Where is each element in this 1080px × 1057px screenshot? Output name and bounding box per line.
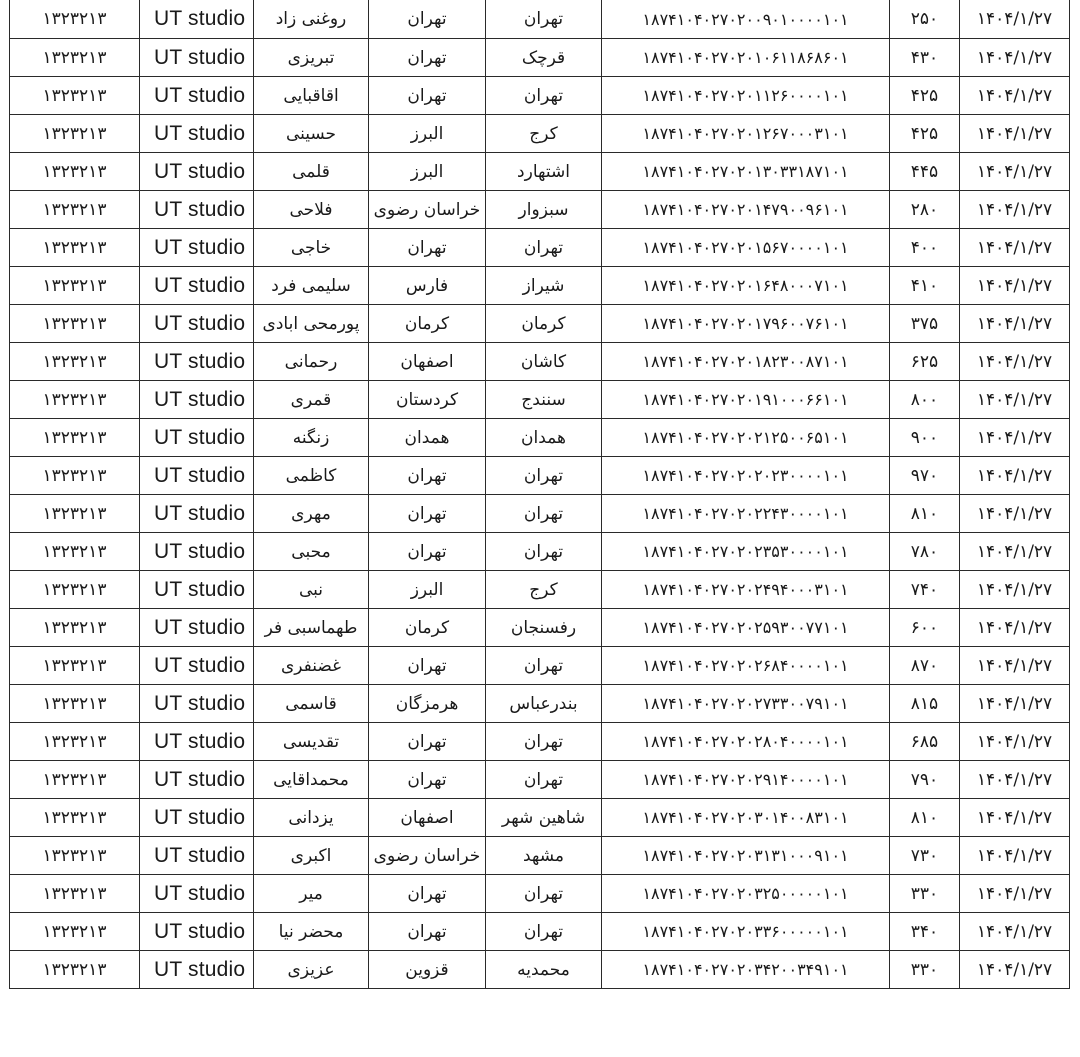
code-cell: ۱۳۲۳۲۱۳ bbox=[10, 0, 140, 39]
province-cell: کرمان bbox=[369, 305, 486, 343]
studio-cell: UT studio bbox=[140, 191, 254, 229]
customer-name-cell: خاجی bbox=[254, 229, 369, 267]
tracking-number-cell: ۱۸۷۴۱۰۴۰۲۷۰۲۰۳۴۲۰۰۳۴۹۱۰۱ bbox=[602, 951, 890, 989]
tracking-number-cell: ۱۸۷۴۱۰۴۰۲۷۰۲۰۲۴۹۴۰۰۰۳۱۰۱ bbox=[602, 571, 890, 609]
table-row bbox=[10, 875, 1070, 913]
province-cell: تهران bbox=[369, 533, 486, 571]
table-row bbox=[10, 419, 1070, 457]
date-cell: ۱۴۰۴/۱/۲۷ bbox=[960, 723, 1070, 761]
studio-cell: UT studio bbox=[140, 39, 254, 77]
tracking-number-cell: ۱۸۷۴۱۰۴۰۲۷۰۲۰۱۵۶۷۰۰۰۰۱۰۱ bbox=[602, 229, 890, 267]
code-cell: ۱۳۲۳۲۱۳ bbox=[10, 77, 140, 115]
date-cell: ۱۴۰۴/۱/۲۷ bbox=[960, 457, 1070, 495]
amount-cell: ۴۴۵ bbox=[890, 153, 960, 191]
code-cell: ۱۳۲۳۲۱۳ bbox=[10, 799, 140, 837]
date-cell: ۱۴۰۴/۱/۲۷ bbox=[960, 685, 1070, 723]
province-cell: خراسان رضوی bbox=[369, 837, 486, 875]
amount-cell: ۴۰۰ bbox=[890, 229, 960, 267]
code-cell: ۱۳۲۳۲۱۳ bbox=[10, 723, 140, 761]
table-row bbox=[10, 609, 1070, 647]
city-cell: همدان bbox=[486, 419, 602, 457]
province-cell: کردستان bbox=[369, 381, 486, 419]
studio-cell: UT studio bbox=[140, 305, 254, 343]
records-table bbox=[9, 0, 1070, 989]
amount-cell: ۴۲۵ bbox=[890, 115, 960, 153]
customer-name-cell: قاسمی bbox=[254, 685, 369, 723]
amount-cell: ۸۰۰ bbox=[890, 381, 960, 419]
records-table-body bbox=[10, 0, 1070, 989]
tracking-number-cell: ۱۸۷۴۱۰۴۰۲۷۰۲۰۱۰۶۱۱۸۶۸۶۰۱ bbox=[602, 39, 890, 77]
tracking-number-cell: ۱۸۷۴۱۰۴۰۲۷۰۲۰۲۷۳۳۰۰۷۹۱۰۱ bbox=[602, 685, 890, 723]
table-row bbox=[10, 381, 1070, 419]
table-row bbox=[10, 761, 1070, 799]
city-cell: تهران bbox=[486, 495, 602, 533]
city-cell: تهران bbox=[486, 229, 602, 267]
city-cell: تهران bbox=[486, 0, 602, 39]
province-cell: تهران bbox=[369, 229, 486, 267]
code-cell: ۱۳۲۳۲۱۳ bbox=[10, 267, 140, 305]
city-cell: کرج bbox=[486, 571, 602, 609]
code-cell: ۱۳۲۳۲۱۳ bbox=[10, 875, 140, 913]
customer-name-cell: میر bbox=[254, 875, 369, 913]
amount-cell: ۳۳۰ bbox=[890, 875, 960, 913]
customer-name-cell: پورمحی ابادی bbox=[254, 305, 369, 343]
code-cell: ۱۳۲۳۲۱۳ bbox=[10, 153, 140, 191]
code-cell: ۱۳۲۳۲۱۳ bbox=[10, 647, 140, 685]
date-cell: ۱۴۰۴/۱/۲۷ bbox=[960, 305, 1070, 343]
tracking-number-cell: ۱۸۷۴۱۰۴۰۲۷۰۲۰۲۶۸۴۰۰۰۰۱۰۱ bbox=[602, 647, 890, 685]
province-cell: تهران bbox=[369, 457, 486, 495]
city-cell: تهران bbox=[486, 457, 602, 495]
customer-name-cell: فلاحی bbox=[254, 191, 369, 229]
table-row bbox=[10, 913, 1070, 951]
table-row bbox=[10, 267, 1070, 305]
province-cell: اصفهان bbox=[369, 799, 486, 837]
code-cell: ۱۳۲۳۲۱۳ bbox=[10, 913, 140, 951]
city-cell: مشهد bbox=[486, 837, 602, 875]
city-cell: بندرعباس bbox=[486, 685, 602, 723]
province-cell: تهران bbox=[369, 39, 486, 77]
tracking-number-cell: ۱۸۷۴۱۰۴۰۲۷۰۲۰۱۸۲۳۰۰۸۷۱۰۱ bbox=[602, 343, 890, 381]
customer-name-cell: نبی bbox=[254, 571, 369, 609]
date-cell: ۱۴۰۴/۱/۲۷ bbox=[960, 609, 1070, 647]
customer-name-cell: عزیزی bbox=[254, 951, 369, 989]
city-cell: کرج bbox=[486, 115, 602, 153]
customer-name-cell: طهماسبی فر bbox=[254, 609, 369, 647]
studio-cell: UT studio bbox=[140, 381, 254, 419]
date-cell: ۱۴۰۴/۱/۲۷ bbox=[960, 495, 1070, 533]
province-cell: البرز bbox=[369, 153, 486, 191]
tracking-number-cell: ۱۸۷۴۱۰۴۰۲۷۰۲۰۱۶۴۸۰۰۰۷۱۰۱ bbox=[602, 267, 890, 305]
studio-cell: UT studio bbox=[140, 685, 254, 723]
table-row bbox=[10, 153, 1070, 191]
city-cell: سبزوار bbox=[486, 191, 602, 229]
amount-cell: ۷۳۰ bbox=[890, 837, 960, 875]
table-row bbox=[10, 305, 1070, 343]
code-cell: ۱۳۲۳۲۱۳ bbox=[10, 951, 140, 989]
amount-cell: ۲۵۰ bbox=[890, 0, 960, 39]
city-cell: کرمان bbox=[486, 305, 602, 343]
table-row bbox=[10, 837, 1070, 875]
customer-name-cell: تقدیسی bbox=[254, 723, 369, 761]
tracking-number-cell: ۱۸۷۴۱۰۴۰۲۷۰۲۰۱۱۲۶۰۰۰۰۱۰۱ bbox=[602, 77, 890, 115]
code-cell: ۱۳۲۳۲۱۳ bbox=[10, 571, 140, 609]
studio-cell: UT studio bbox=[140, 913, 254, 951]
province-cell: هرمزگان bbox=[369, 685, 486, 723]
amount-cell: ۲۸۰ bbox=[890, 191, 960, 229]
province-cell: خراسان رضوی bbox=[369, 191, 486, 229]
table-row bbox=[10, 685, 1070, 723]
tracking-number-cell: ۱۸۷۴۱۰۴۰۲۷۰۲۰۱۴۷۹۰۰۹۶۱۰۱ bbox=[602, 191, 890, 229]
amount-cell: ۷۴۰ bbox=[890, 571, 960, 609]
date-cell: ۱۴۰۴/۱/۲۷ bbox=[960, 799, 1070, 837]
date-cell: ۱۴۰۴/۱/۲۷ bbox=[960, 647, 1070, 685]
table-row bbox=[10, 191, 1070, 229]
date-cell: ۱۴۰۴/۱/۲۷ bbox=[960, 875, 1070, 913]
city-cell: شاهین شهر bbox=[486, 799, 602, 837]
city-cell: اشتهارد bbox=[486, 153, 602, 191]
tracking-number-cell: ۱۸۷۴۱۰۴۰۲۷۰۲۰۳۳۶۰۰۰۰۰۱۰۱ bbox=[602, 913, 890, 951]
table-row bbox=[10, 951, 1070, 989]
amount-cell: ۸۱۵ bbox=[890, 685, 960, 723]
amount-cell: ۷۸۰ bbox=[890, 533, 960, 571]
studio-cell: UT studio bbox=[140, 571, 254, 609]
province-cell: تهران bbox=[369, 0, 486, 39]
tracking-number-cell: ۱۸۷۴۱۰۴۰۲۷۰۲۰۱۳۰۳۳۱۸۷۱۰۱ bbox=[602, 153, 890, 191]
amount-cell: ۸۷۰ bbox=[890, 647, 960, 685]
studio-cell: UT studio bbox=[140, 875, 254, 913]
amount-cell: ۷۹۰ bbox=[890, 761, 960, 799]
amount-cell: ۹۷۰ bbox=[890, 457, 960, 495]
province-cell: تهران bbox=[369, 723, 486, 761]
studio-cell: UT studio bbox=[140, 799, 254, 837]
city-cell: کاشان bbox=[486, 343, 602, 381]
province-cell: تهران bbox=[369, 761, 486, 799]
date-cell: ۱۴۰۴/۱/۲۷ bbox=[960, 229, 1070, 267]
province-cell: تهران bbox=[369, 913, 486, 951]
table-row bbox=[10, 647, 1070, 685]
date-cell: ۱۴۰۴/۱/۲۷ bbox=[960, 153, 1070, 191]
code-cell: ۱۳۲۳۲۱۳ bbox=[10, 39, 140, 77]
date-cell: ۱۴۰۴/۱/۲۷ bbox=[960, 381, 1070, 419]
customer-name-cell: کاظمی bbox=[254, 457, 369, 495]
date-cell: ۱۴۰۴/۱/۲۷ bbox=[960, 77, 1070, 115]
province-cell: همدان bbox=[369, 419, 486, 457]
studio-cell: UT studio bbox=[140, 837, 254, 875]
city-cell: شیراز bbox=[486, 267, 602, 305]
province-cell: تهران bbox=[369, 495, 486, 533]
city-cell: تهران bbox=[486, 723, 602, 761]
date-cell: ۱۴۰۴/۱/۲۷ bbox=[960, 0, 1070, 39]
customer-name-cell: یزدانی bbox=[254, 799, 369, 837]
tracking-number-cell: ۱۸۷۴۱۰۴۰۲۷۰۲۰۳۱۳۱۰۰۰۹۱۰۱ bbox=[602, 837, 890, 875]
province-cell: تهران bbox=[369, 647, 486, 685]
date-cell: ۱۴۰۴/۱/۲۷ bbox=[960, 571, 1070, 609]
tracking-number-cell: ۱۸۷۴۱۰۴۰۲۷۰۲۰۱۷۹۶۰۰۷۶۱۰۱ bbox=[602, 305, 890, 343]
studio-cell: UT studio bbox=[140, 723, 254, 761]
table-row bbox=[10, 495, 1070, 533]
table-row bbox=[10, 115, 1070, 153]
date-cell: ۱۴۰۴/۱/۲۷ bbox=[960, 39, 1070, 77]
city-cell: تهران bbox=[486, 533, 602, 571]
studio-cell: UT studio bbox=[140, 267, 254, 305]
table-row bbox=[10, 457, 1070, 495]
table-row bbox=[10, 39, 1070, 77]
tracking-number-cell: ۱۸۷۴۱۰۴۰۲۷۰۲۰۲۳۵۳۰۰۰۰۱۰۱ bbox=[602, 533, 890, 571]
code-cell: ۱۳۲۳۲۱۳ bbox=[10, 609, 140, 647]
code-cell: ۱۳۲۳۲۱۳ bbox=[10, 761, 140, 799]
studio-cell: UT studio bbox=[140, 647, 254, 685]
customer-name-cell: تبریزی bbox=[254, 39, 369, 77]
date-cell: ۱۴۰۴/۱/۲۷ bbox=[960, 761, 1070, 799]
customer-name-cell: حسینی bbox=[254, 115, 369, 153]
city-cell: تهران bbox=[486, 875, 602, 913]
code-cell: ۱۳۲۳۲۱۳ bbox=[10, 115, 140, 153]
table-row bbox=[10, 0, 1070, 39]
city-cell: تهران bbox=[486, 77, 602, 115]
amount-cell: ۹۰۰ bbox=[890, 419, 960, 457]
date-cell: ۱۴۰۴/۱/۲۷ bbox=[960, 267, 1070, 305]
customer-name-cell: مهری bbox=[254, 495, 369, 533]
studio-cell: UT studio bbox=[140, 229, 254, 267]
date-cell: ۱۴۰۴/۱/۲۷ bbox=[960, 837, 1070, 875]
date-cell: ۱۴۰۴/۱/۲۷ bbox=[960, 191, 1070, 229]
table-row bbox=[10, 533, 1070, 571]
tracking-number-cell: ۱۸۷۴۱۰۴۰۲۷۰۲۰۱۹۱۰۰۰۶۶۱۰۱ bbox=[602, 381, 890, 419]
date-cell: ۱۴۰۴/۱/۲۷ bbox=[960, 419, 1070, 457]
customer-name-cell: سلیمی فرد bbox=[254, 267, 369, 305]
tracking-number-cell: ۱۸۷۴۱۰۴۰۲۷۰۲۰۲۲۴۳۰۰۰۰۱۰۱ bbox=[602, 495, 890, 533]
amount-cell: ۳۷۵ bbox=[890, 305, 960, 343]
table-row bbox=[10, 229, 1070, 267]
table-row bbox=[10, 343, 1070, 381]
city-cell: تهران bbox=[486, 761, 602, 799]
city-cell: تهران bbox=[486, 647, 602, 685]
studio-cell: UT studio bbox=[140, 115, 254, 153]
tracking-number-cell: ۱۸۷۴۱۰۴۰۲۷۰۲۰۲۰۲۳۰۰۰۰۱۰۱ bbox=[602, 457, 890, 495]
code-cell: ۱۳۲۳۲۱۳ bbox=[10, 457, 140, 495]
city-cell: رفسنجان bbox=[486, 609, 602, 647]
city-cell: سنندج bbox=[486, 381, 602, 419]
code-cell: ۱۳۲۳۲۱۳ bbox=[10, 305, 140, 343]
tracking-number-cell: ۱۸۷۴۱۰۴۰۲۷۰۲۰۰۹۰۱۰۰۰۰۱۰۱ bbox=[602, 0, 890, 39]
studio-cell: UT studio bbox=[140, 495, 254, 533]
province-cell: اصفهان bbox=[369, 343, 486, 381]
customer-name-cell: رحمانی bbox=[254, 343, 369, 381]
amount-cell: ۸۱۰ bbox=[890, 495, 960, 533]
studio-cell: UT studio bbox=[140, 457, 254, 495]
city-cell: قرچک bbox=[486, 39, 602, 77]
studio-cell: UT studio bbox=[140, 343, 254, 381]
customer-name-cell: محبی bbox=[254, 533, 369, 571]
amount-cell: ۶۲۵ bbox=[890, 343, 960, 381]
code-cell: ۱۳۲۳۲۱۳ bbox=[10, 191, 140, 229]
tracking-number-cell: ۱۸۷۴۱۰۴۰۲۷۰۲۰۲۸۰۴۰۰۰۰۱۰۱ bbox=[602, 723, 890, 761]
customer-name-cell: محضر نیا bbox=[254, 913, 369, 951]
code-cell: ۱۳۲۳۲۱۳ bbox=[10, 229, 140, 267]
province-cell: قزوین bbox=[369, 951, 486, 989]
date-cell: ۱۴۰۴/۱/۲۷ bbox=[960, 913, 1070, 951]
studio-cell: UT studio bbox=[140, 153, 254, 191]
date-cell: ۱۴۰۴/۱/۲۷ bbox=[960, 951, 1070, 989]
customer-name-cell: زنگنه bbox=[254, 419, 369, 457]
date-cell: ۱۴۰۴/۱/۲۷ bbox=[960, 115, 1070, 153]
amount-cell: ۶۸۵ bbox=[890, 723, 960, 761]
studio-cell: UT studio bbox=[140, 533, 254, 571]
customer-name-cell: قمری bbox=[254, 381, 369, 419]
table-row bbox=[10, 77, 1070, 115]
table-row bbox=[10, 723, 1070, 761]
tracking-number-cell: ۱۸۷۴۱۰۴۰۲۷۰۲۰۳۰۱۴۰۰۸۳۱۰۱ bbox=[602, 799, 890, 837]
code-cell: ۱۳۲۳۲۱۳ bbox=[10, 419, 140, 457]
tracking-number-cell: ۱۸۷۴۱۰۴۰۲۷۰۲۰۲۵۹۳۰۰۷۷۱۰۱ bbox=[602, 609, 890, 647]
amount-cell: ۳۳۰ bbox=[890, 951, 960, 989]
tracking-number-cell: ۱۸۷۴۱۰۴۰۲۷۰۲۰۱۲۶۷۰۰۰۳۱۰۱ bbox=[602, 115, 890, 153]
customer-name-cell: روغنی زاد bbox=[254, 0, 369, 39]
studio-cell: UT studio bbox=[140, 951, 254, 989]
amount-cell: ۶۰۰ bbox=[890, 609, 960, 647]
amount-cell: ۸۱۰ bbox=[890, 799, 960, 837]
date-cell: ۱۴۰۴/۱/۲۷ bbox=[960, 533, 1070, 571]
tracking-number-cell: ۱۸۷۴۱۰۴۰۲۷۰۲۰۲۹۱۴۰۰۰۰۱۰۱ bbox=[602, 761, 890, 799]
customer-name-cell: اقاقبایی bbox=[254, 77, 369, 115]
code-cell: ۱۳۲۳۲۱۳ bbox=[10, 837, 140, 875]
customer-name-cell: محمداقایی bbox=[254, 761, 369, 799]
customer-name-cell: اکبری bbox=[254, 837, 369, 875]
amount-cell: ۳۴۰ bbox=[890, 913, 960, 951]
province-cell: تهران bbox=[369, 77, 486, 115]
province-cell: کرمان bbox=[369, 609, 486, 647]
table-row bbox=[10, 799, 1070, 837]
code-cell: ۱۳۲۳۲۱۳ bbox=[10, 495, 140, 533]
province-cell: تهران bbox=[369, 875, 486, 913]
code-cell: ۱۳۲۳۲۱۳ bbox=[10, 343, 140, 381]
customer-name-cell: قلمی bbox=[254, 153, 369, 191]
city-cell: محمدیه bbox=[486, 951, 602, 989]
code-cell: ۱۳۲۳۲۱۳ bbox=[10, 381, 140, 419]
province-cell: البرز bbox=[369, 115, 486, 153]
code-cell: ۱۳۲۳۲۱۳ bbox=[10, 533, 140, 571]
studio-cell: UT studio bbox=[140, 0, 254, 39]
studio-cell: UT studio bbox=[140, 761, 254, 799]
customer-name-cell: غضنفری bbox=[254, 647, 369, 685]
studio-cell: UT studio bbox=[140, 609, 254, 647]
studio-cell: UT studio bbox=[140, 419, 254, 457]
code-cell: ۱۳۲۳۲۱۳ bbox=[10, 685, 140, 723]
studio-cell: UT studio bbox=[140, 77, 254, 115]
amount-cell: ۴۱۰ bbox=[890, 267, 960, 305]
province-cell: البرز bbox=[369, 571, 486, 609]
date-cell: ۱۴۰۴/۱/۲۷ bbox=[960, 343, 1070, 381]
amount-cell: ۴۳۰ bbox=[890, 39, 960, 77]
city-cell: تهران bbox=[486, 913, 602, 951]
tracking-number-cell: ۱۸۷۴۱۰۴۰۲۷۰۲۰۲۱۲۵۰۰۶۵۱۰۱ bbox=[602, 419, 890, 457]
province-cell: فارس bbox=[369, 267, 486, 305]
table-row bbox=[10, 571, 1070, 609]
tracking-number-cell: ۱۸۷۴۱۰۴۰۲۷۰۲۰۳۲۵۰۰۰۰۰۱۰۱ bbox=[602, 875, 890, 913]
amount-cell: ۴۲۵ bbox=[890, 77, 960, 115]
